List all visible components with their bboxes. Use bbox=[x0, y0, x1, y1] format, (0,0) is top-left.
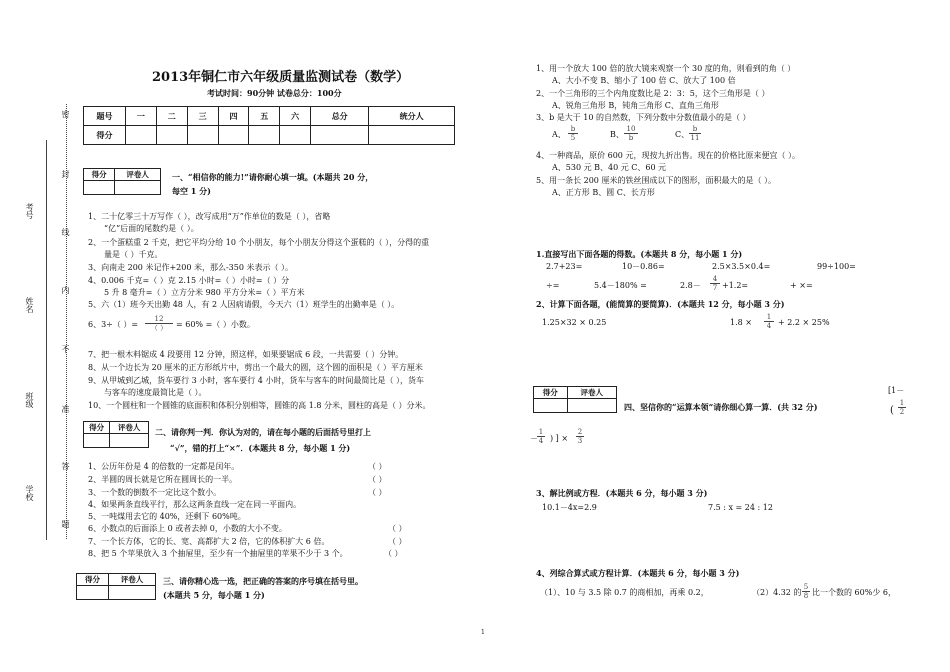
calc-item: － bbox=[530, 434, 538, 443]
equation: 7.5 : x = 24 : 12 bbox=[708, 503, 773, 512]
section-4-title: 四、坚信你的“运算本领”请你细心算一算．(共 32 分) bbox=[624, 402, 818, 412]
question: 2、一个蛋糕重 2 千克，把它平均分给 10 个小朋友，每个小朋友分得这个蛋糕的（ ），分得的重 bbox=[88, 238, 430, 247]
choice-question: 4、一种商品，原价 600 元，现按九折出售。现在的价格比原来便宜（ ）。 bbox=[536, 151, 800, 160]
fraction: $\frac{2}{3}$ bbox=[577, 428, 583, 445]
answer-paren[interactable]: （ ） bbox=[388, 537, 407, 546]
fraction: $\frac{1}{2}$ bbox=[899, 399, 905, 416]
page-number: 1 bbox=[481, 629, 485, 636]
section-3-title-2: (本题共 5 分，每小题 1 分) bbox=[163, 590, 265, 600]
question: 6、小数点的后面添上 0 或者去掉 0，小数的大小不变。 bbox=[88, 524, 287, 533]
question: 3、一个数的倒数不一定比这个数小。 bbox=[88, 488, 222, 497]
seal-char: 准 bbox=[61, 405, 70, 413]
calc-item: 99÷100= bbox=[817, 262, 856, 271]
seal-char: 不 bbox=[61, 345, 70, 353]
paren-glyph: ( bbox=[890, 405, 894, 416]
answer-paren[interactable]: （ ） bbox=[368, 475, 387, 484]
field-label: 姓名 bbox=[25, 297, 34, 313]
choice-options: A、大小不变 B、缩小了 100 倍 C、放大了 100 倍 bbox=[552, 76, 736, 85]
calc-item: + ×= bbox=[790, 281, 813, 290]
answer-paren[interactable]: （ ） bbox=[384, 549, 403, 558]
grader-box: 得分 评卷人 bbox=[83, 168, 161, 195]
question: 3、向南走 200 米记作+200 米，那么-350 米表示（ ）。 bbox=[88, 263, 294, 272]
question: “亿”后面的尾数约是（ ）。 bbox=[104, 224, 199, 233]
choice-option-c: C、 bbox=[675, 130, 690, 139]
answer-paren[interactable]: （ ） bbox=[388, 524, 407, 533]
section-1-title-2: 每空 1 分) bbox=[172, 186, 211, 196]
question: 与客车的速度最简比是（ ）。 bbox=[104, 388, 207, 397]
seal-char: 线 bbox=[61, 228, 70, 236]
field-label: 考号 bbox=[25, 203, 34, 219]
section-2-title-2: “√”，错的打上“×”．(本题共 8 分，每小题 1 分) bbox=[170, 443, 351, 453]
word-problem: （1）、10 与 3.5 除 0.7 的商相加，再乘 0.2， bbox=[540, 588, 709, 597]
subsection-title: 1.直接写出下面各题的得数。(本题共 8 分，每小题 1 分) bbox=[536, 249, 743, 259]
question: 10、一个圆柱和一个圆锥的底面积和体积分别相等，圆锥的高 1.8 分米，圆柱的高是（ ）分米。 bbox=[88, 401, 431, 410]
calc-item: 2.7+23= bbox=[546, 262, 583, 271]
choice-options: A、530 元 B、40 元 C、60 元 bbox=[552, 163, 667, 172]
question: 4、如果两条直线平行，那么这两条直线一定在同一平面内。 bbox=[88, 500, 302, 509]
seal-char: 密 bbox=[61, 110, 70, 118]
calc-item: 10－0.86= bbox=[622, 262, 665, 271]
calc-item: 1.8 × bbox=[730, 318, 752, 327]
choice-option-b: B、 bbox=[610, 130, 624, 139]
choice-question: 1、用一个放大 100 倍的放大镜来观察一个 30 度的角，则看到的角（ ） bbox=[536, 64, 796, 73]
grader-box: 得分 评卷人 bbox=[83, 421, 149, 448]
answer-paren[interactable]: （ ） bbox=[368, 488, 387, 497]
subsection-title: 3、解比例或方程．(本题共 6 分，每小题 3 分) bbox=[536, 488, 708, 498]
calc-item: + 2.2 × 25% bbox=[778, 318, 830, 327]
seal-char: 封 bbox=[61, 170, 70, 178]
question: 1、公历年份是 4 的倍数的一定都是闰年。 bbox=[88, 462, 240, 471]
section-2-title: 二、请你判一判．你认为对的，请在每小题的后面括号里打上 bbox=[155, 427, 371, 437]
choice-question: 5、用一条长 200 厘米的铁丝围成以下的图形，面积最大的是（ ）。 bbox=[536, 176, 776, 185]
equation: 10.1－4x=2.9 bbox=[542, 503, 597, 512]
choice-question: 3、b 是大于 10 的自然数，下列分数中分数值最小的是（ ） bbox=[536, 113, 751, 122]
section-1-title: 一、“相信你的能力!”请你耐心填一填。(本题共 20 分， bbox=[172, 172, 374, 182]
calc-item: 2.8－ bbox=[680, 281, 701, 290]
question: 5、一吨煤用去它的 40%，还剩下 60%吨。 bbox=[88, 512, 246, 521]
question: 5、六（1）班今天出勤 48 人，有 2 人因病请假，今天六（1）班学生的出勤率是（ ）。 bbox=[88, 300, 400, 309]
question: 9、从甲城到乙城，货车要行 3 小时，客车要行 4 小时，货车与客车的时间最简比是（ ），货车 bbox=[88, 376, 424, 385]
question: 8、把 5 个苹果放入 3 个抽屉里，至少有一个抽屉里的苹果不少于 3 个。 bbox=[88, 549, 348, 558]
calc-item: 5.4－180% = bbox=[594, 281, 647, 290]
calc-item: ) ] × bbox=[550, 434, 569, 443]
calc-item: +1.2= bbox=[722, 281, 749, 290]
fraction: $\frac{b}{11}$ bbox=[690, 125, 700, 142]
choice-options: A、正方形 B、圆 C、长方形 bbox=[552, 188, 655, 197]
question: = 60% =（ ）小数。 bbox=[176, 320, 255, 329]
question: 2、半圆的周长就是它所在圆周长的一半。 bbox=[88, 475, 238, 484]
word-problem: 比一个数的 60%少 6， bbox=[812, 588, 896, 597]
question: 8、从一个边长为 20 厘米的正方形纸片中，剪出一个最大的圆，这个圆的面积是（ ）平方厘米 bbox=[88, 363, 423, 372]
fraction: $\frac{1}{4}$ bbox=[538, 428, 544, 445]
binding-line-solid bbox=[46, 140, 47, 540]
grader-box: 得分 评卷人 bbox=[76, 573, 156, 600]
choice-option-a: A、 bbox=[552, 130, 566, 139]
word-problem: （2）4.32 的 bbox=[752, 588, 802, 597]
subsection-title: 4、列综合算式或方程计算．(本题共 6 分，每小题 3 分) bbox=[536, 568, 740, 578]
choice-question: 2、一个三角形的三个内角度数比是 2：3：5，这个三角形是（ ） bbox=[536, 89, 770, 98]
subsection-title: 2、计算下面各题，(能简算的要简算)．(本题共 12 分，每小题 3 分) bbox=[536, 299, 785, 309]
calc-item: 1.25×32 × 0.25 bbox=[542, 318, 607, 327]
answer-paren[interactable]: （ ） bbox=[368, 462, 387, 471]
fraction: $\frac{5}{8}$ bbox=[803, 583, 809, 600]
fraction: $\frac{4}{7}$ bbox=[710, 275, 720, 292]
question: 7、把一根木料锯成 4 段要用 12 分钟，照这样，如果要锯成 6 段，一共需要（ ）分钟。 bbox=[88, 350, 404, 359]
choice-options: A、锐角三角形 B，钝角三角形 C、直角三角形 bbox=[552, 101, 719, 110]
fraction: 12 （ ） bbox=[145, 315, 173, 332]
page-title: 2013年铜仁市六年级质量监测试卷（数学） bbox=[152, 70, 410, 85]
question: 1、二十亿零三十万写作（ ），改写成用“万”作单位的数是（ ），省略 bbox=[88, 212, 331, 221]
field-label: 班级 bbox=[25, 392, 34, 408]
calc-bracket: [1－ bbox=[888, 386, 905, 395]
fraction: $\frac{b}{5}$ bbox=[568, 125, 578, 142]
question: 7、一个长方体，它的长、宽、高都扩大 2 倍，它的体积扩大 6 倍。 bbox=[88, 537, 330, 546]
grader-box: 得分 评卷人 bbox=[533, 386, 617, 413]
calc-item: 2.5×3.5×0.4= bbox=[712, 262, 771, 271]
question: 4、0.006 千克=（ ）克 2.15 小时=（ ）小时=（ ）分 bbox=[88, 276, 290, 285]
subtitle: 考试时间：90分钟 试卷总分：100分 bbox=[207, 88, 342, 98]
fraction: $\frac{10}{b}$ bbox=[624, 125, 638, 142]
field-label: 学校 bbox=[25, 485, 34, 501]
calc-item: ÷= bbox=[546, 281, 560, 290]
score-table: 题号 一 二 三 四 五 六 总分 统分人 得分 bbox=[83, 106, 455, 145]
section-3-title: 三、请你精心选一选，把正确的答案的序号填在括号里。 bbox=[163, 576, 363, 586]
seal-char: 答 bbox=[61, 462, 70, 470]
question: 量是（ ）千克。 bbox=[104, 250, 163, 259]
seal-char: 题 bbox=[61, 520, 70, 528]
fraction: $\frac{1}{4}$ bbox=[764, 313, 774, 330]
seal-char: 内 bbox=[61, 286, 70, 294]
question: 5 升 8 毫升=（ ）立方分米 980 平方分米=（ ）平方米 bbox=[104, 288, 305, 297]
question: 6、3÷（ ）= bbox=[88, 320, 139, 329]
